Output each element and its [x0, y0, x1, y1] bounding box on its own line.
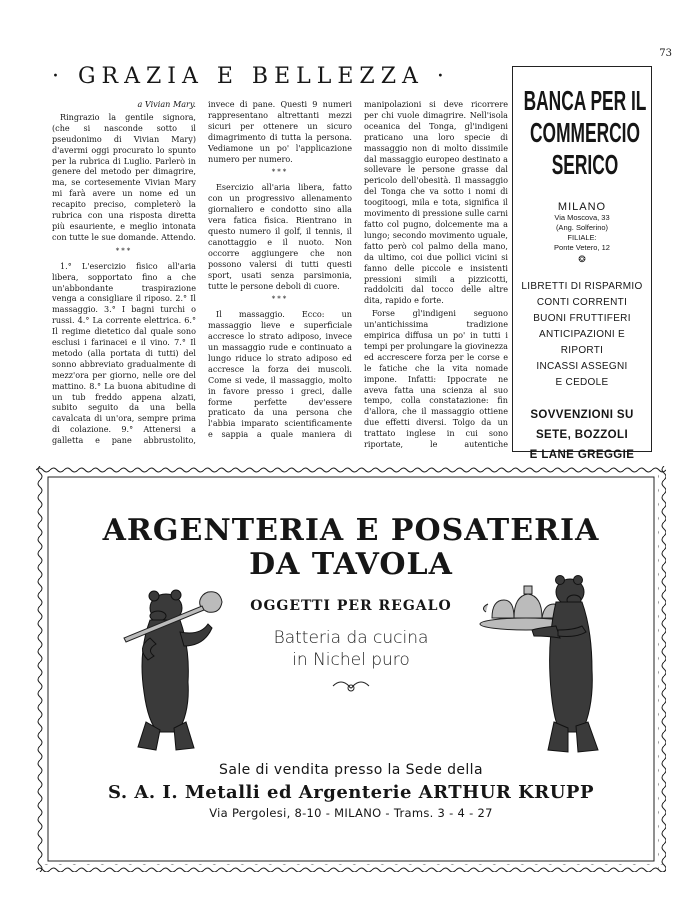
article-paragraph: Ringrazio la gentile signora, (che si nasconde sotto il pseudonimo di Vivian Mary) d'avermi oggi procurato lo spunto per la rubrica di Luglio. Parlerò in genere del metodo per dimagrire, ma, se cortesemente Vivian Mary mi farà avere un nome ed un recapito preciso, completerò la rubrica con una risposta diretta più esauriente, e meglio intonata con tutte le sue domande. Attendo. — [52, 111, 196, 242]
bank-services — [519, 279, 645, 391]
ad-title-line2: DA TAVOLA — [249, 547, 453, 582]
bear-with-tea-tray-icon — [478, 566, 608, 764]
bank-loans-line: SETE, BOZZOLI — [535, 429, 629, 441]
article-paragraph: Il massaggio. Ecco: un massaggio lieve e superficiale accresce lo strato adiposo, invece un massaggio rude e continuato a lungo riduce lo strato adiposo ed accresce la forza dei muscoli. Come si vede, il massaggio, molto in favore presso i greci, dalle forme perfette dev'essere praticato da una persona che l'abbia imparato scientificamente e sappia a quale maniera di manipolazioni si deve ricorrere per chi vuole dimagrire. Nell'isola oceanica del Tonga, gl'indigeni praticano una loro specie di massaggio non di molto dissimile dal massaggio europeo destinato a sollevare le persone grasse dal pericolo dell'obesità. Il massaggio del Tonga che va sotto i nomi di toogitoogi, mila e tota, significa il movimento di pressione sulle carni fatto col pugno, dolcemente ma a lungo; secondo movimento uguale, fatto però col palmo della mano, da ultimo, coi due pollici vicini si fanno delle piccole e insistenti pressioni simili a pizzicotti, raddolciti dal tocco delle altre dita, rapido e forte. — [208, 99, 508, 440]
article-paragraph: 1.° L'esercizio fisico all'aria libera, sopportato fino a che un'abbondante traspirazione venga a consigliare il riposo. 2.° Il massaggio. 3.° I bagni turchi o russi. 4.° La corrente elettrica. 6.° Il regime dietetico dal quale sono esclusi i farinacei e il vino. 7.° Il metodo (alla portata di tutti) del sonno abbreviato gradualmente di mezz'ora per giorno, nelle ore del mattino. 8.° La buona abitudine di un tub freddo appena alzati, subito seguito da una bella cavalcata di un'ora, sempre prima di colazione. 9.° Attenersi a galletta e pane abbrustolito, invece di pane. Questi 9 numeri rappresentano altrettanti mezzi sicuri per ottenere un sicuro dimagrimento di tutta la persona. Vediamone un po' l'applicazione numero per numero. — [52, 99, 352, 446]
bank-service: E CEDOLE — [555, 377, 609, 388]
bank-name-line: SERICO — [551, 149, 619, 180]
bank-service: ANTICIPAZIONI E RIPORTI — [539, 329, 625, 356]
bank-loans-line: SOVVENZIONI SU — [530, 409, 634, 421]
ad-cookware-line1: Batteria da cucina — [273, 628, 429, 648]
bank-address — [519, 213, 645, 253]
silverware-advertisement — [46, 476, 656, 862]
ad-address: Via Pergolesi, 8-10 - MILANO - Trams. 3 - 4 - 27 — [209, 806, 493, 820]
article-dedication: a Vivian Mary. — [137, 99, 196, 109]
article-body — [52, 99, 508, 451]
bank-service: BUONI FRUTTIFERI — [533, 313, 631, 324]
bank-name-line: COMMERCIO — [530, 117, 640, 148]
page-number: 73 — [659, 48, 672, 59]
article-grazia-e-bellezza — [52, 64, 508, 452]
bank-loans — [519, 405, 645, 465]
article-paragraph: Forse gl'indigeni seguono un'antichissima tradizione empirica diffusa un po' in tutti i tempi per prolungare la giovinezza ed accrescere forza per le corse e le fatiche che la vita nomade impone. Infatti: Ippocrate ne aveva fatta una scienza al suo tempo, colla constatazione: fin d'allora, che il massaggio ottiene due effetti diversi. Tolgo da un trattato inglese in cui sono riportate, le autentiche — [364, 308, 508, 450]
ornament-icon: ❂ — [578, 255, 586, 265]
bear-with-spoon-icon — [108, 572, 228, 762]
article-title: · GRAZIA E BELLEZZA · — [52, 64, 450, 89]
section-separator: *** — [271, 295, 289, 304]
ad-sale-line: Sale di vendita presso la Sede della — [219, 762, 483, 778]
bank-service: CONTI CORRENTI — [536, 297, 628, 308]
bank-address-line: Via Moscova, 33 — [554, 213, 610, 222]
section-separator: *** — [271, 168, 289, 177]
ad-subtitle: OGGETTI PER REGALO — [250, 598, 452, 614]
bank-service: INCASSI ASSEGNI — [536, 361, 628, 372]
article-paragraph: Esercizio all'aria libera, fatto con un progressivo allenamento giornaliero e condotto sino alla vera fatica fisica. Rientrano in questo numero il golf, il tennis, il canottaggio e il nuoto. Non occorre aggiungere che non possono valersi di tutti questi sport, usati senza parsimonia, tutte le persone deboli di cuore. — [208, 182, 352, 291]
bank-advertisement — [512, 66, 652, 461]
bank-city: MILANO — [557, 201, 607, 213]
bank-name — [517, 85, 653, 181]
bank-service: LIBRETTI DI RISPARMIO — [521, 281, 643, 292]
ad-cookware-line2: in Nichel puro — [292, 650, 410, 670]
bank-loans-line: E LANE GREGGIE — [529, 449, 635, 461]
flourish-icon — [331, 676, 371, 696]
bank-address-line: (Ang. Solferino) — [555, 223, 609, 232]
bank-name-line: BANCA PER IL — [523, 85, 647, 116]
ad-title-line1: ARGENTERIA E POSATERIA — [102, 513, 600, 548]
ad-company-name: S. A. I. Metalli ed Argenterie ARTHUR KRUPP — [108, 782, 594, 803]
section-separator: *** — [115, 246, 133, 255]
bank-address-line: Ponte Vetero, 12 — [554, 243, 610, 252]
bank-address-line: FILIALE: — [567, 233, 597, 242]
